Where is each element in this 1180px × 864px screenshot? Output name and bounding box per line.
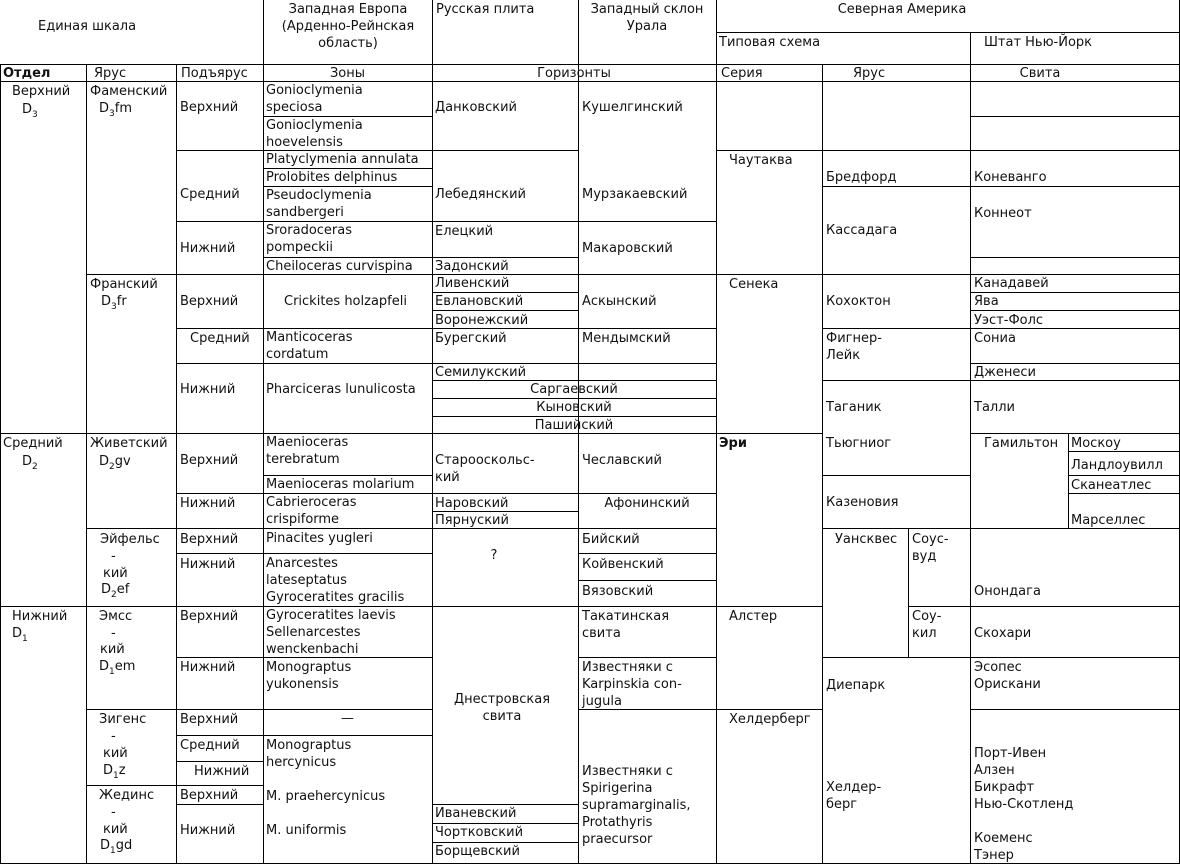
zone-prolobites: Prolobites delphinus	[266, 170, 398, 185]
horizon-sargaev: Саргаевский	[530, 382, 618, 397]
horizon-liven: Ливенский	[435, 276, 510, 291]
substage-gedinnian-upper: Верхний	[180, 788, 239, 803]
zone-gonioclymenia-hoevelensis: Gonioclymenia hoevelensis	[266, 118, 363, 150]
zone-cheiloceras: Cheiloceras curvispina	[266, 259, 413, 274]
zone-monograptus-yukonensis: Monograptus yukonensis	[266, 660, 352, 692]
na-stage-bradford: Бредфорд	[826, 170, 897, 185]
ny-helderberg-group: Порт-Ивен Алзен Бикрафт Нью-Скотленд Коеменс Тэнер	[974, 746, 1074, 863]
urals-takata: Такатинская свита	[582, 609, 670, 641]
substage-emsian-upper: Верхний	[180, 609, 239, 624]
substage-siegenian-middle: Средний	[180, 738, 240, 753]
horizon-zadonsk: Задонский	[435, 259, 509, 274]
zone-crickites: Crickites holzapfeli	[284, 294, 407, 309]
horizon-parnu: Пярнуский	[435, 513, 509, 528]
urals-mendym: Мендымский	[582, 331, 671, 346]
ny-ludlowville: Ландлоувилл	[1071, 458, 1163, 473]
urals-vyazov: Вязовский	[582, 584, 654, 599]
zone-manticoceras: Manticoceras cordatum	[266, 330, 353, 362]
ny-conewango: Коневанго	[974, 170, 1047, 185]
division-lower-index: $D_1$	[12, 626, 28, 644]
urals-askyn: Аскынский	[582, 294, 657, 309]
substage-famennian-lower: Нижний	[180, 241, 236, 256]
horizon-borshchev: Борщевский	[435, 844, 520, 859]
zone-cabrieroceras: Cabrieroceras crispiforme	[266, 495, 357, 527]
division-upper: Верхний	[12, 84, 71, 99]
ny-schoharie: Скохари	[974, 626, 1032, 641]
division-middle-index: $D_2$	[22, 454, 38, 472]
zone-gyroceratites-laevis: Gyroceratites laevis Sellenarcestes wenckenbachi	[266, 608, 396, 657]
na-stage-taghanic: Таганик	[826, 400, 882, 415]
horizon-elets: Елецкий	[435, 224, 494, 239]
series-erie: Эри	[719, 436, 747, 451]
stage-givetian-code: $D_2gv$	[99, 454, 131, 472]
col-stage: Ярус	[94, 66, 127, 81]
zone-anarcestes: Anarcestes lateseptatus Gyroceratites gracilis	[266, 556, 405, 605]
substage-famennian-upper: Верхний	[180, 100, 239, 115]
na-stage-tioughnioga: Тьюгниог	[826, 436, 892, 451]
na-stage-onesquethaw: Уансквес	[835, 532, 898, 547]
substage-siegenian-lower: Нижний	[194, 764, 250, 779]
stage-gedinnian-code: $D_1gd$	[100, 838, 133, 856]
zone-siegenian-upper-dash: —	[341, 711, 354, 726]
stage-eifelian-hyphen: -	[111, 549, 116, 564]
division-middle: Средний	[3, 436, 63, 451]
substage-emsian-lower: Нижний	[180, 660, 236, 675]
col-na-stage: Ярус	[853, 66, 886, 81]
stage-eifelian-code: $D_2ef$	[101, 582, 130, 600]
zone-pseudoclymenia: Pseudoclymenia sandbergeri	[266, 188, 372, 220]
series-ulster: Алстер	[729, 609, 778, 624]
header-north-america: Северная Америка	[837, 2, 967, 17]
urals-spirigerina: Известняки с Spirigerina supramarginalis, Protathyris praecursor	[582, 764, 691, 847]
header-type-scheme: Типовая схема	[719, 35, 821, 50]
horizon-semiluki: Семилукский	[435, 365, 527, 380]
zone-gonioclymenia-speciosa: Gonioclymenia speciosa	[266, 83, 363, 115]
urals-makarov: Макаровский	[582, 241, 673, 256]
stage-siegenian-end: кий	[103, 746, 128, 761]
horizon-staroskol: Старооскольс- кий	[435, 453, 535, 485]
header-russian-plate: Русская плита	[436, 2, 535, 17]
horizon-lebedyan: Лебедянский	[435, 187, 526, 202]
urals-koiven: Койвенский	[582, 557, 664, 572]
horizon-pashiy: Пашийский	[534, 418, 614, 433]
urals-murzakaev: Мурзакаевский	[582, 187, 688, 202]
stage-siegenian-hyphen: -	[111, 729, 116, 744]
stage-frasnian-code: $D_3fr$	[101, 294, 127, 312]
substage-gedinnian-lower: Нижний	[180, 823, 236, 838]
stage-eifelian: Эйфельс	[100, 532, 160, 547]
substage-famennian-middle: Средний	[180, 187, 240, 202]
ny-canadaway: Канадавей	[974, 276, 1049, 291]
header-new-york: Штат Нью-Йорк	[984, 35, 1092, 50]
substage-givetian-lower: Нижний	[180, 496, 236, 511]
substage-eifelian-lower: Нижний	[180, 557, 236, 572]
zone-pharciceras: Pharciceras lunulicosta	[266, 382, 416, 397]
ny-genesee: Дженеси	[974, 365, 1036, 380]
ny-sonyea: Сониа	[974, 331, 1016, 346]
header-west-europe: Западная Европа (Арденно-Рейнская область)	[281, 2, 415, 51]
zone-m-uniformis: M. uniformis	[266, 823, 347, 838]
na-stage-sawkill: Соу- кил	[912, 609, 942, 641]
col-horizons: Горизонты	[537, 66, 611, 81]
ny-esopus-oriskany: Эсопес Орискани	[974, 660, 1041, 692]
na-stage-southwood: Соус- вуд	[912, 532, 949, 564]
stage-siegenian-code: $D_1z$	[103, 763, 126, 781]
urals-cheslav: Чеславский	[582, 453, 662, 468]
col-division: Отдел	[3, 66, 51, 81]
ny-westfalls: Уэст-Фолс	[974, 313, 1044, 328]
stage-siegenian: Зигенс	[99, 712, 147, 727]
col-substage: Подъярус	[181, 66, 248, 81]
horizon-bureg: Бурегский	[435, 331, 507, 346]
header-urals: Западный склон Урала	[590, 2, 704, 34]
series-helderberg: Хелдерберг	[729, 712, 811, 727]
na-stage-cohocton: Кохоктон	[826, 294, 891, 309]
urals-kushelga: Кушелгинский	[582, 100, 683, 115]
ny-moscow: Москоу	[1071, 436, 1121, 451]
substage-frasnian-upper: Верхний	[180, 294, 239, 309]
zone-pinacites: Pinacites yugleri	[266, 531, 373, 546]
stage-emsian-hyphen: -	[111, 626, 116, 641]
horizon-narov: Наровский	[435, 496, 509, 511]
stage-gedinnian-hyphen: -	[111, 805, 116, 820]
substage-frasnian-lower: Нижний	[180, 382, 236, 397]
horizon-unknown: ?	[490, 548, 498, 563]
division-upper-index: $D_3$	[22, 102, 38, 120]
zone-sroradoceras: Sroradoceras pompeckii	[266, 223, 353, 255]
stage-eifelian-end: кий	[103, 566, 128, 581]
stage-famennian-code: $D_3fm$	[99, 101, 132, 119]
na-stage-deerpark: Диепарк	[826, 678, 886, 693]
series-seneca: Сенека	[729, 277, 779, 292]
col-formation: Свита	[1019, 66, 1061, 81]
ny-tully: Талли	[974, 400, 1015, 415]
horizon-chortkov: Чортковский	[435, 825, 524, 840]
stage-emsian-code: $D_1em$	[99, 659, 136, 677]
substage-siegenian-upper: Верхний	[180, 712, 239, 727]
division-lower: Нижний	[12, 609, 68, 624]
ny-java: Ява	[974, 294, 999, 309]
header-unified-scale: Единая шкала	[38, 19, 137, 34]
stage-frasnian: Франский	[90, 277, 158, 292]
col-series: Серия	[721, 66, 763, 81]
zone-m-praehercynicus: M. praehercynicus	[266, 789, 386, 804]
stage-gedinnian: Жединс	[99, 788, 155, 803]
urals-karpinskia: Известняки с Karpinskia con- jugula	[582, 660, 682, 709]
na-stage-helderberg: Хелдер- берг	[826, 780, 882, 812]
stage-emsian-end: кий	[100, 642, 125, 657]
na-stage-cassadaga: Кассадага	[826, 223, 898, 238]
na-stage-cazenovia: Казеновия	[826, 495, 899, 510]
substage-givetian-upper: Верхний	[180, 453, 239, 468]
substage-eifelian-upper: Верхний	[180, 532, 239, 547]
ny-hamilton: Гамильтон	[984, 436, 1059, 451]
ny-marcellus: Марселлес	[1071, 513, 1146, 528]
horizon-dniester: Днестровская свита	[453, 692, 551, 724]
zone-platyclymenia: Platyclymenia annulata	[266, 152, 419, 167]
na-stage-fingerlakes: Фигнер- Лейк	[826, 331, 882, 363]
ny-onondaga: Онондага	[974, 584, 1041, 599]
zone-monograptus-hercynicus: Monograptus hercynicus	[266, 738, 352, 770]
stage-givetian: Живетский	[90, 436, 168, 451]
col-zones: Зоны	[329, 66, 366, 81]
horizon-dankov: Данковский	[435, 100, 517, 115]
stage-emsian: Эмсс	[99, 609, 133, 624]
urals-afonin: Афонинский	[604, 496, 690, 511]
horizon-ivanev: Иваневский	[435, 806, 517, 821]
stage-gedinnian-end: кий	[103, 822, 128, 837]
horizon-voronezh: Воронежский	[435, 313, 529, 328]
horizon-evlanov: Евлановский	[435, 294, 524, 309]
horizon-kynov: Кыновский	[536, 400, 612, 415]
ny-conneaut: Коннеот	[974, 206, 1032, 221]
zone-maenioceras-molarium: Maenioceras molarium	[266, 477, 415, 492]
zone-maenioceras-terebratum: Maenioceras terebratum	[266, 435, 349, 467]
stage-famennian: Фаменский	[90, 84, 168, 99]
series-chautauqua: Чаутаква	[729, 153, 793, 168]
substage-frasnian-middle: Средний	[190, 331, 250, 346]
ny-skaneateles: Сканеатлес	[1071, 478, 1152, 493]
urals-biya: Бийский	[582, 532, 640, 547]
